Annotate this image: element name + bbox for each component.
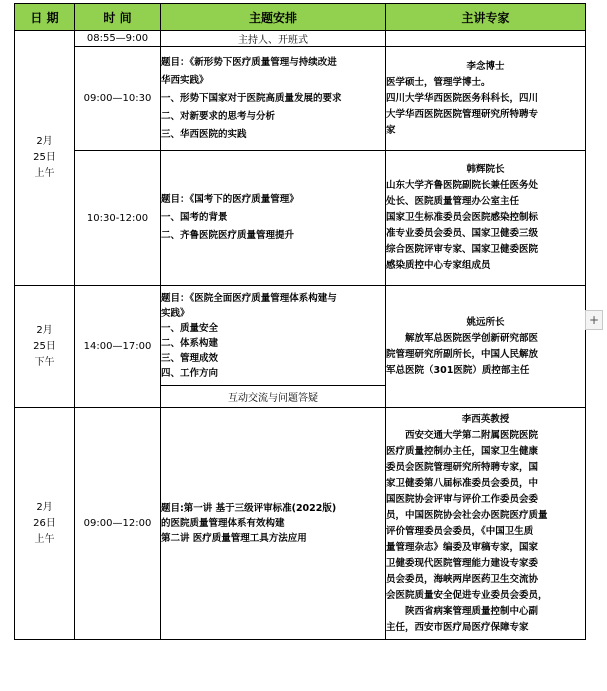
header-row <box>15 4 586 31</box>
expert-name: 李念博士 <box>466 60 505 72</box>
header-date: 日 期 <box>15 4 75 31</box>
expert-cell-3: 姚远所长 解放军总医院医学创新研究部医 院管理研究所副所长，中国人民解放 军总医院（301医院）质控部主任 <box>386 286 586 408</box>
expert-cell-4: 李西英教授 西安交通大学第二附属医院医院 医疗质量控制办主任，国家卫生健康 委员会医院管理研究所特聘专家，国 家卫健委第八届标准委员会委员，中 国医院协会评审与评价工作委员会委 员，中国医院协会社会办医院医疗质量 评价管理委员会委员，《中国卫生质 量管理杂志》编委及审稿专家，国家 卫健委现代医院管理能力建设专家委 员会委员，海峡两岸医药卫生交流协 会医院质量安全促进专业委员会委员， 陕西省病案管理质量控制中心副 主任，西安市医疗局医疗保障专家 <box>386 408 586 640</box>
date-cell-1: 2月 25日 上午 <box>15 31 75 286</box>
topic-cell-3: 题目：《医院全面医疗质量管理体系构建与 实践》 一、质量安全 二、体系构建 三、管理成效 四、工作方向 <box>161 286 386 386</box>
table-row <box>15 286 586 386</box>
date-cell-3: 2月 26日 上午 <box>15 408 75 640</box>
topic-cell-1: 题目：《新形势下医疗质量管理与持续改进 华西实践》 一、形势下国家对于医院高质量发展的要求 二、对新要求的思考与分析 三、华西医院的实践 <box>161 47 386 151</box>
date-cell-2: 2月 25日 下午 <box>15 286 75 408</box>
table-row <box>15 31 586 47</box>
topic-cell-2: 题目：《国考下的医疗质量管理》 一、国考的背景 二、齐鲁医院医疗质量管理提升 <box>161 151 386 286</box>
time-cell-1: 09:00—10:30 <box>75 47 161 151</box>
opening-topic: 主持人、开班式 <box>161 31 386 47</box>
header-topic: 主题安排 <box>161 4 386 31</box>
time-cell-open: 08:55—9:00 <box>75 31 161 47</box>
qa-topic: 互动交流与问题答疑 <box>161 386 386 408</box>
header-time: 时 间 <box>75 4 161 31</box>
schedule-table <box>14 3 586 640</box>
expert-name: 韩辉院长 <box>466 164 505 175</box>
header-expert: 主讲专家 <box>386 4 586 31</box>
expand-button[interactable]: + <box>585 310 603 330</box>
expert-cell-2: 韩辉院长 山东大学齐鲁医院副院长兼任医务处 处长、医院质量管理办公室主任 国家卫生标准委员会医院感染控制标 准专业委员会委员、国家卫健委三级 综合医院评审专家、国家卫健委医院 感染质控中心专家组成员 <box>386 151 586 286</box>
time-cell-4: 09:00—12:00 <box>75 408 161 640</box>
table-row <box>15 408 586 640</box>
topic-cell-4: 题目:第一讲 基于三级评审标准(2022版) 的医院质量管理体系有效构建 第二讲 医疗质量管理工具方法应用 <box>161 408 386 640</box>
table-row <box>15 47 586 151</box>
table-row <box>15 151 586 286</box>
empty-expert-cell <box>386 31 586 47</box>
time-cell-2: 10:30-12:00 <box>75 151 161 286</box>
expert-name: 姚远所长 <box>466 316 505 328</box>
expert-name: 李西英教授 <box>461 413 510 425</box>
time-cell-3: 14:00—17:00 <box>75 286 161 408</box>
expert-cell-1: 李念博士 医学硕士，管理学博士。 四川大学华西医院医务科科长，四川 大学华西医院医院管理研究所特聘专 家 <box>386 47 586 151</box>
